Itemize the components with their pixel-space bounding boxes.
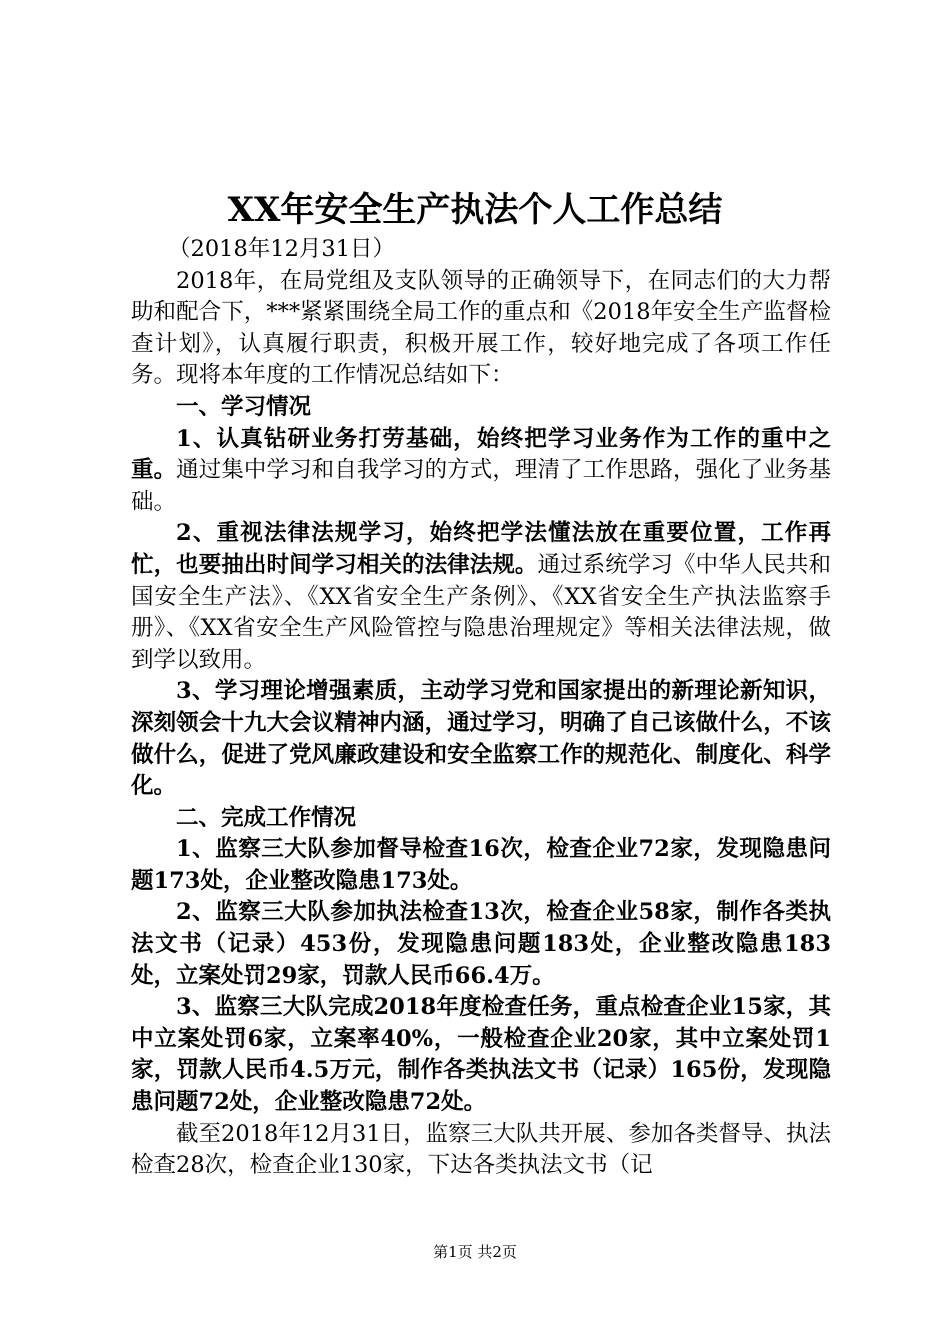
document-date: （2018年12月31日） bbox=[168, 236, 396, 262]
summary-paragraph: 截至2018年12月31日，监察三大队共开展、参加各类督导、执法检查28次，检查企业130家，下达各类执法文书（记 bbox=[131, 1120, 831, 1179]
study-item-2-text: 通过系统学习《中华人民共和国安全生产法》、《XX省安全生产条例》、《XX省安全生产执法监察手册》、《XX省安全生产风险管控与隐患治理规定》等相关法律法规，做到学以致用。 bbox=[131, 551, 831, 673]
work-item-3: 3、监察三大队完成2018年度检查任务，重点检查企业15家，其中立案处罚6家，立案率40%，一般检查企业20家，其中立案处罚1家，罚款人民币4.5万元，制作各类执法文书（记录）165份，发现隐患问题72处，企业整改隐患72处。 bbox=[131, 994, 831, 1116]
document-body bbox=[131, 234, 831, 1182]
section-heading-study: 一、学习情况 bbox=[176, 393, 312, 420]
document-title: XX年安全生产执法个人工作总结 bbox=[227, 190, 723, 230]
study-item-2-lead: 2、重视法律法规学习，始终把学法懂法放在重要位置，工作再忙，也要抽出时间学习相关的法律法规。 bbox=[131, 520, 831, 578]
study-item-1-lead: 1、认真钻研业务打劳基础，始终把学习业务作为工作的重中之重。 bbox=[131, 425, 831, 484]
page-footer: 第1页 共2页 bbox=[433, 1243, 517, 1261]
intro-paragraph: 2018年，在局党组及支队领导的正确领导下，在同志们的大力帮助和配合下，***紧紧围绕全局工作的重点和《2018年安全生产监督检查计划》，认真履行职责，积极开展工作，较好地完成了各项工作任务。现将本年度的工作情况总结如下： bbox=[131, 267, 831, 389]
work-item-1: 1、监察三大队参加督导检查16次，检查企业72家，发现隐患问题173处，企业整改隐患173处。 bbox=[131, 836, 831, 894]
study-item-3: 3、学习理论增强素质，主动学习党和国家提出的新理论新知识，深刻领会十九大会议精神内涵，通过学习，明确了自己该做什么，不该做什么，促进了党风廉政建设和安全监察工作的规范化、制度化、科学化。 bbox=[131, 678, 831, 800]
work-item-2: 2、监察三大队参加执法检查13次，检查企业58家，制作各类执法文书（记录）453份，发现隐患问题183处，企业整改隐患183处，立案处罚29家，罚款人民币66.4万。 bbox=[131, 899, 831, 989]
study-item-2 bbox=[131, 518, 831, 676]
study-item-1-text: 通过集中学习和自我学习的方式，理清了工作思路，强化了业务基础。 bbox=[131, 457, 831, 515]
study-item-1 bbox=[131, 424, 831, 519]
section-heading-work: 二、完成工作情况 bbox=[176, 804, 357, 831]
